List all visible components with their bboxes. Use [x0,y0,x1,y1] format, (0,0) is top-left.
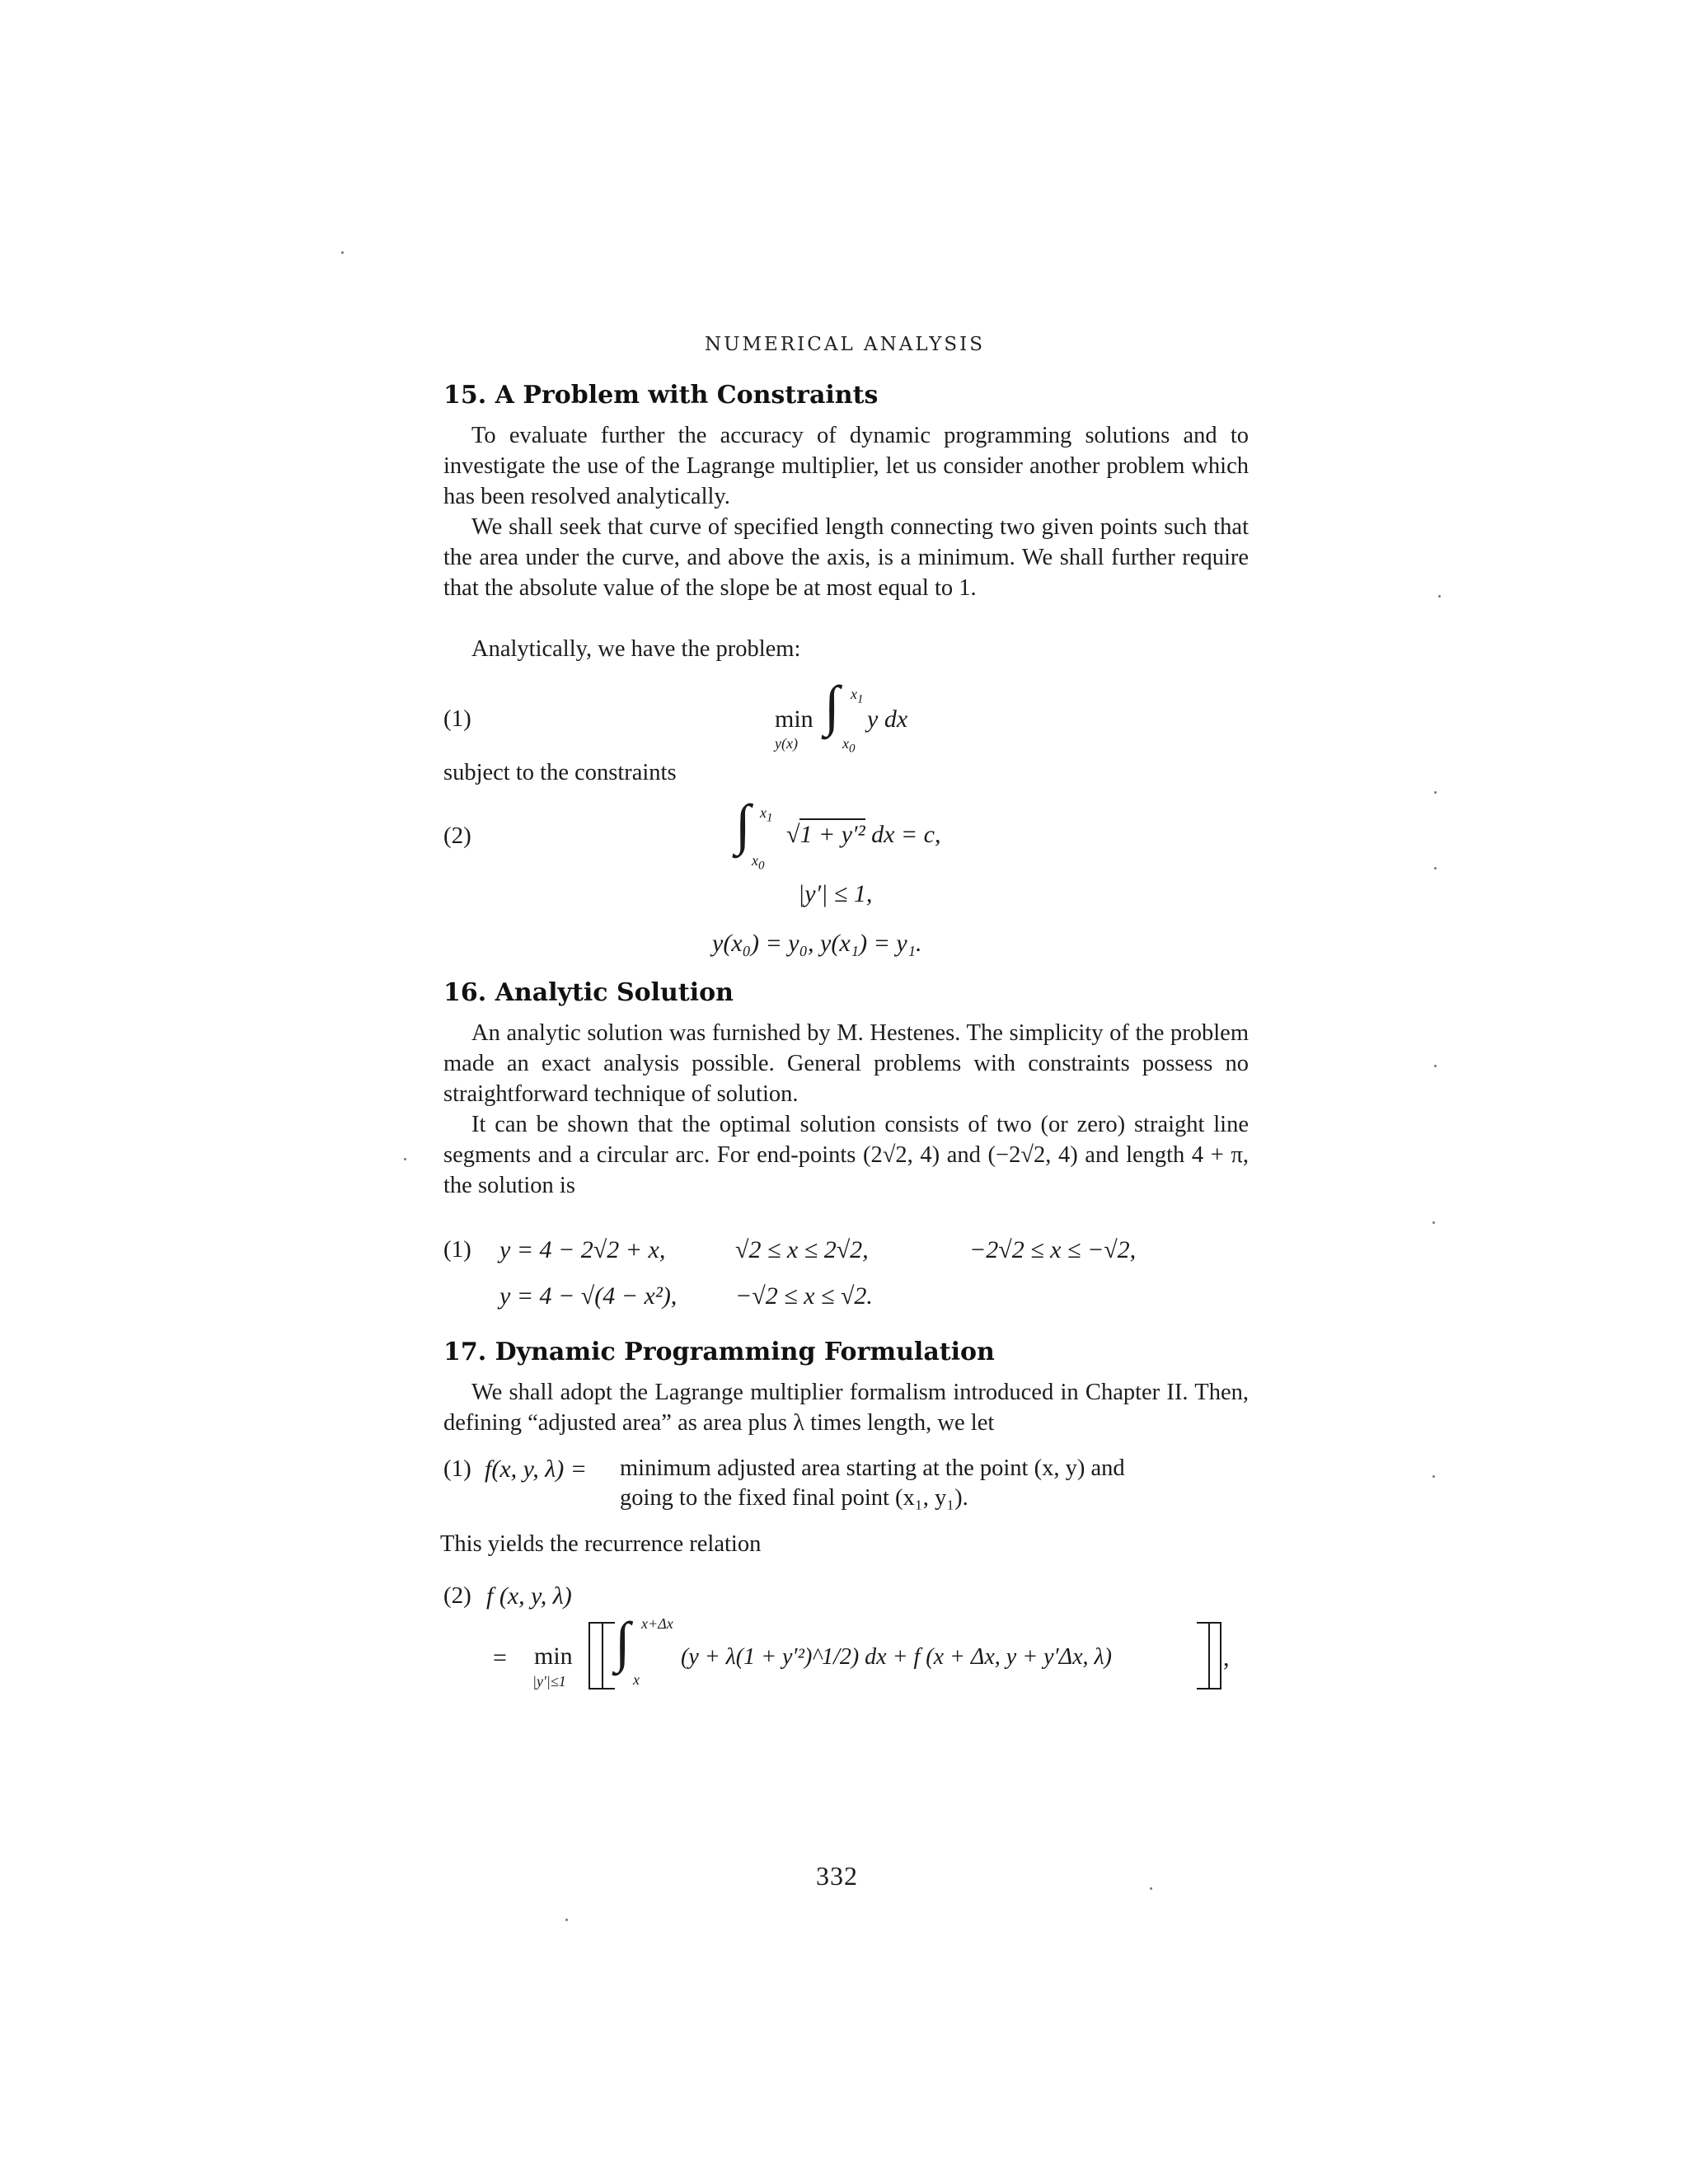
left-bracket-inner [602,1622,615,1690]
left-bracket-outer [588,1622,602,1690]
scan-speck [565,1919,568,1921]
upper-limit: x+Δx [641,1615,673,1632]
section-16-paragraph-1: An analytic solution was furnished by M. Hestenes. The simplicity of the problem made an exact analysis possible. General problems with constraints possess no straightforward technique of solution. [443,1020,1249,1107]
right-bracket-outer [1208,1622,1221,1690]
scan-speck [1150,1887,1152,1890]
integrand: y dx [867,705,908,733]
integral-sign: ∫ [824,674,840,737]
running-head: NUMERICAL ANALYSIS [705,334,985,355]
solution-range-1: √2 ≤ x ≤ 2√2, [735,1236,869,1263]
constraints-lead: subject to the constraints [443,760,677,785]
definition-rhs-line-1: minimum adjusted area starting at the point (x, y) and [620,1455,1125,1481]
scan-speck [1434,791,1437,794]
equals-sign: = [493,1644,507,1671]
equation-number: (2) [443,1582,471,1609]
scan-speck [1434,867,1437,869]
recurrence-lhs: f (x, y, λ) [486,1582,572,1610]
equation-number: (1) [443,1455,471,1482]
definition-lhs: f(x, y, λ) = [485,1455,588,1483]
scan-speck [404,1158,406,1160]
scan-speck [1438,595,1441,598]
min-subscript: |y′|≤1 [532,1673,566,1690]
section-15-paragraph-3: Analytically, we have the problem: [471,636,801,662]
boundary-conditions: y(x₀) = y₀, y(x₁) = y₁. [712,930,922,957]
section-15-title: 15. A Problem with Constraints [443,381,879,410]
solution-line-segment: y = 4 − 2√2 + x, [499,1236,666,1263]
section-17-paragraph-1: We shall adopt the Lagrange multiplier formalism introduced in Chapter II. Then, defining “adjusted area” as area plus λ times length, we let [443,1380,1249,1436]
solution-arc: y = 4 − √(4 − x²), [499,1282,678,1310]
integral-sign: ∫ [735,793,751,855]
section-17-title: 17. Dynamic Programming Formulation [443,1338,995,1366]
lower-limit: $x_0$ [752,852,765,873]
scan-speck [1432,1475,1435,1478]
upper-limit: $x_1$ [851,686,864,706]
section-15-paragraph-2: We shall seek that curve of specified length connecting two given points such that the area under the curve, and above the axis, is a minimum. We shall further require that the absolute value of the slope be at most equal to 1. [443,514,1249,601]
integral-sign: ∫ [615,1610,631,1673]
scan-speck [341,251,344,254]
definition-rhs-line-2: going to the fixed final point (x₁, y₁). [620,1485,968,1511]
section-16-paragraph-2: It can be shown that the optimal solution consists of two (or zero) straight line segments and a circular arc. For end-points (2√2, 4) and (−2√2, 4) and length 4 + π, the solution is [443,1112,1249,1198]
lower-limit: $x_0$ [842,735,856,756]
slope-constraint: |y′| ≤ 1, [798,880,873,907]
lower-limit: x [633,1671,640,1688]
min-subscript: y(x) [775,735,798,752]
trailing-comma: , [1223,1644,1230,1671]
scan-speck [1434,1065,1437,1067]
min-operator: min [775,705,814,733]
scan-speck [1432,1221,1435,1224]
equation-number: (1) [443,1236,471,1263]
section-15-paragraph-1: To evaluate further the accuracy of dynamic programming solutions and to investigate the use of the Lagrange multiplier, let us consider another problem which has been resolved analytically. [443,423,1249,509]
recurrence-lead: This yields the recurrence relation [440,1531,762,1557]
arc-length-integrand: √1 + y′² dx = c, [786,821,940,849]
page-number: 332 [816,1861,858,1891]
upper-limit: $x_1$ [760,804,773,825]
equation-number: (2) [443,823,471,849]
min-operator: min [534,1643,573,1670]
recurrence-body: (y + λ(1 + y′²)^1/2) dx + f (x + Δx, y + y′Δx, λ) [681,1644,1112,1670]
solution-range-2: −2√2 ≤ x ≤ −√2, [969,1236,1137,1263]
equation-number: (1) [443,705,471,732]
solution-range-3: −√2 ≤ x ≤ √2. [735,1282,873,1310]
section-16-title: 16. Analytic Solution [443,978,734,1007]
